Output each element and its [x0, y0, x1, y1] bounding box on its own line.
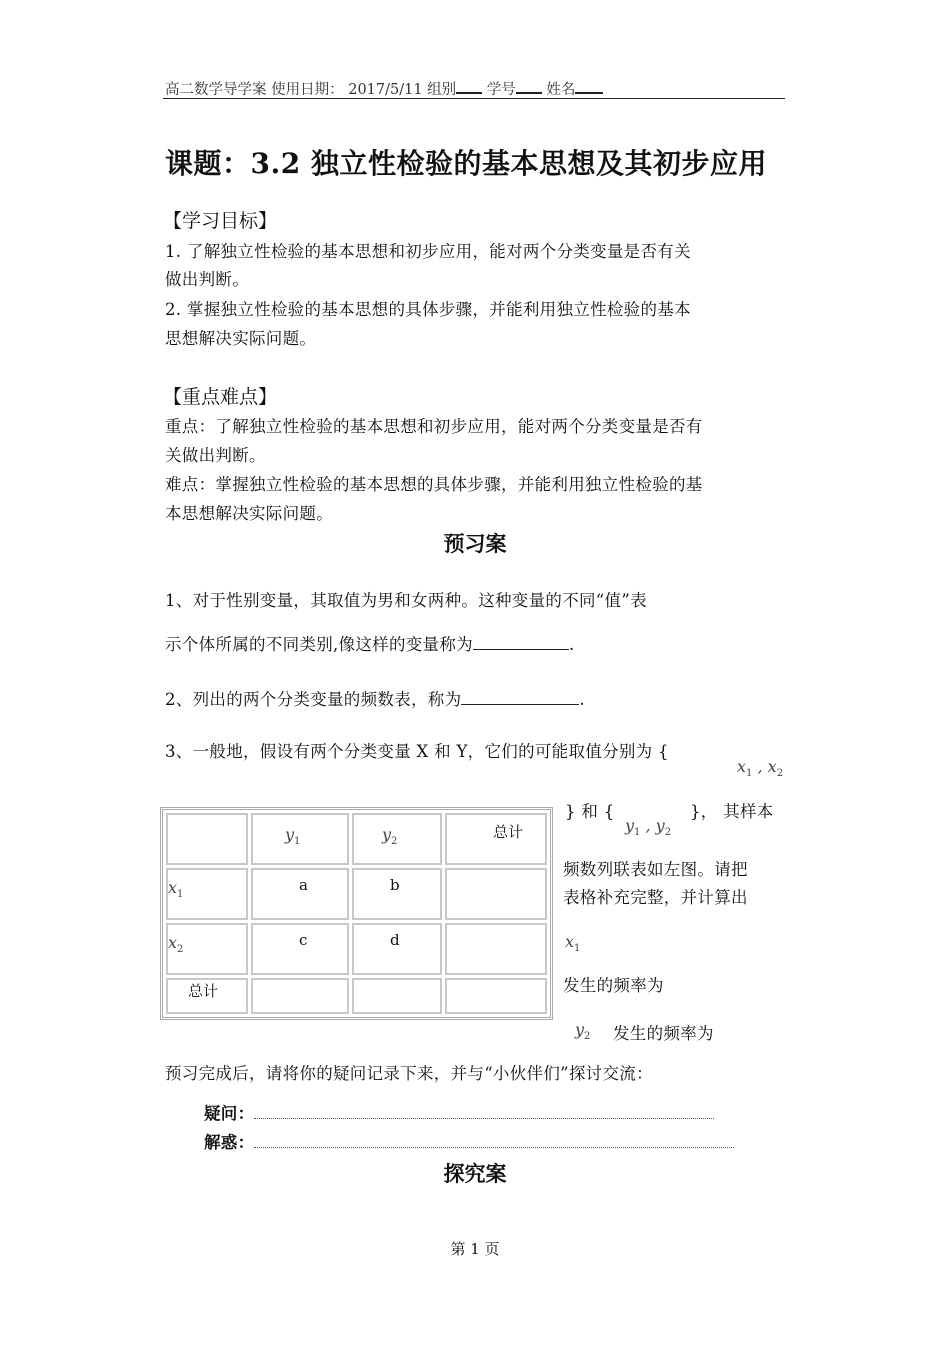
explore-heading: 探究案 — [443, 1161, 507, 1186]
x-values: $x_1$ , $x_2$ — [737, 757, 784, 780]
table-cell: c — [251, 923, 349, 975]
table-cell[interactable] — [251, 978, 349, 1014]
objective-1-line1: 1. 了解独立性检验的基本思想和初步应用，能对两个分类变量是否有关 — [165, 242, 691, 261]
table-cell[interactable] — [445, 923, 547, 975]
preview-heading: 预习案 — [443, 531, 507, 556]
table-cell: $x_1$ — [166, 868, 248, 920]
y-values: $y_1$ , $y_2$ — [625, 816, 672, 839]
table-cell: $x_2$ — [166, 923, 248, 975]
name-blank — [575, 80, 603, 94]
doubt-input-line[interactable] — [254, 1106, 714, 1119]
question-2: 2、列出的两个分类变量的频数表，称为 . — [165, 690, 585, 709]
y2-symbol: $y_2$ — [575, 1020, 591, 1043]
number-blank — [516, 80, 542, 94]
table-cell — [166, 813, 248, 865]
objectives-heading: 【学习目标】 — [163, 210, 278, 232]
table-cell[interactable] — [352, 978, 442, 1014]
answer-blank-1[interactable] — [473, 635, 569, 650]
answer-row: 解惑： — [204, 1129, 734, 1153]
page-number: 第 1 页 — [450, 1240, 500, 1258]
question-3-line3: 频数列联表如左图。请把 — [563, 860, 748, 879]
header-divider — [163, 98, 785, 99]
contingency-table — [160, 807, 553, 1020]
x1-symbol: $x_1$ — [565, 932, 581, 955]
hard-point-line1: 难点：掌握独立性检验的基本思想的具体步骤，并能利用独立性检验的基 — [165, 475, 703, 494]
question-1-line1: 1、对于性别变量，其取值为男和女两种。这种变量的不同“值”表 — [165, 591, 647, 610]
question-3-line4: 表格补充完整，并计算出 — [563, 888, 748, 907]
objective-1-line2: 做出判断。 — [165, 270, 249, 289]
table-cell: 总计 — [166, 978, 248, 1014]
table-cell: $y_1$ — [251, 813, 349, 865]
table-cell[interactable] — [445, 868, 547, 920]
answer-blank-2[interactable] — [461, 690, 579, 705]
question-3-and: } 和 { — [565, 802, 615, 821]
question-3-rest: }， 其样本 — [690, 802, 774, 821]
questions-intro: 预习完成后，请将你的疑问记录下来，并与“小伙伴们”探讨交流： — [165, 1064, 653, 1083]
objective-2-line2: 思想解决实际问题。 — [165, 329, 317, 348]
table-cell: 总计 — [445, 813, 547, 865]
group-blank — [456, 80, 482, 94]
page-title: 课题：3.2 独立性检验的基本思想及其初步应用 — [165, 147, 767, 180]
table-cell: a — [251, 868, 349, 920]
table-cell[interactable] — [445, 978, 547, 1014]
answer-input-line[interactable] — [254, 1135, 734, 1148]
question-3-line1: 3、一般地，假设有两个分类变量 X 和 Y，它们的可能取值分别为 { — [165, 742, 669, 761]
objective-2-line1: 2. 掌握独立性检验的基本思想的具体步骤，并能利用独立性检验的基本 — [165, 300, 691, 319]
table-cell: $y_2$ — [352, 813, 442, 865]
freq-y2-text: 发生的频率为 — [613, 1024, 714, 1043]
table-row — [166, 868, 547, 920]
freq-x1-text: 发生的频率为 — [563, 976, 664, 995]
question-1-line2: 示个体所属的不同类别,像这样的变量称为 . — [165, 635, 575, 654]
key-point-line1: 重点：了解独立性检验的基本思想和初步应用，能对两个分类变量是否有 — [165, 417, 703, 436]
table-row — [166, 923, 547, 975]
page-header: 高二数学导学案 使用日期： 2017/5/11 组别 学号 姓名 — [165, 78, 603, 99]
hard-point-line2: 本思想解决实际问题。 — [165, 504, 333, 523]
table-row — [166, 813, 547, 865]
keypoints-heading: 【重点难点】 — [163, 386, 278, 408]
table-cell: b — [352, 868, 442, 920]
table-cell: d — [352, 923, 442, 975]
table-row — [166, 978, 547, 1014]
key-point-line2: 关做出判断。 — [165, 446, 266, 465]
doubt-row: 疑问： — [204, 1100, 714, 1124]
